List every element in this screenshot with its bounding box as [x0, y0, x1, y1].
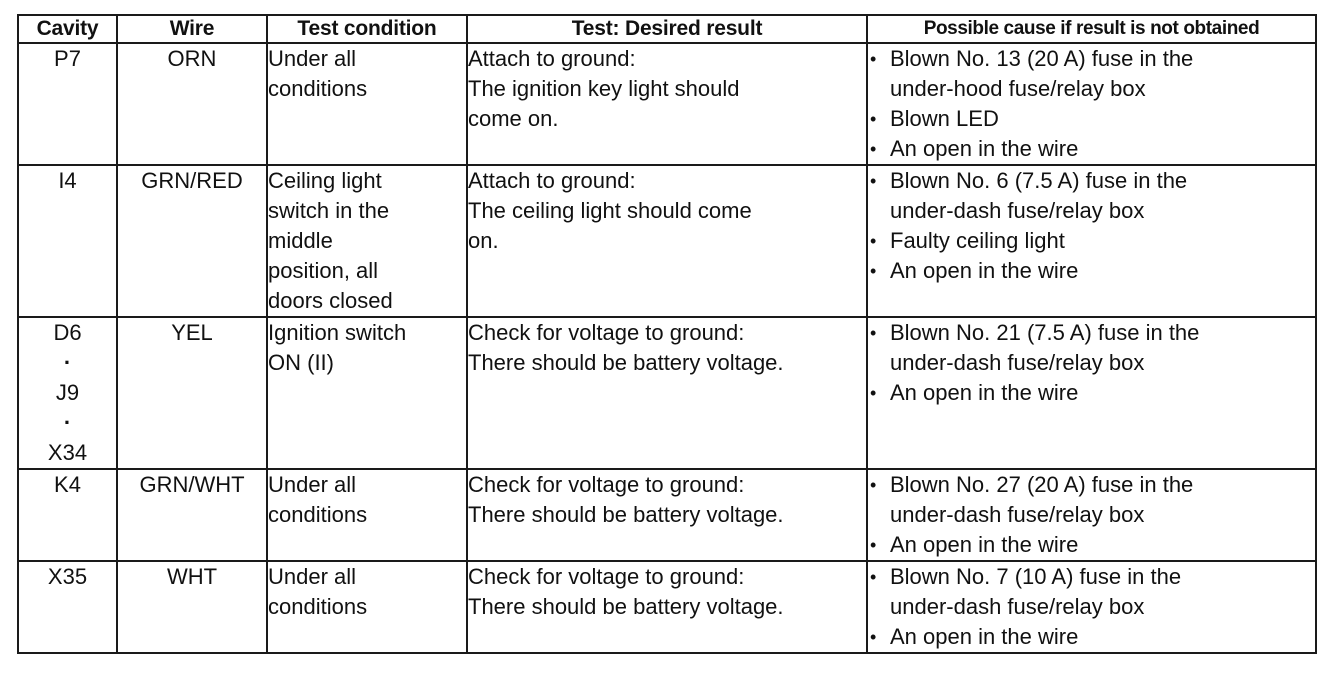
condition-line: Ignition switch [268, 320, 407, 345]
cause-line: • An open in the wire [890, 624, 1079, 649]
condition-line: Under all [268, 472, 357, 497]
cause-cell [867, 317, 1316, 469]
table-row [18, 317, 1316, 469]
wire-cell [117, 165, 267, 317]
condition-line: conditions [268, 76, 368, 101]
cavity-label: I4 [58, 168, 77, 193]
result-line: on. [468, 228, 499, 253]
cause-list [868, 562, 1315, 652]
cause-list [868, 470, 1315, 560]
cause-line: under-dash fuse/relay box [890, 198, 1145, 223]
result-line: Check for voltage to ground: [468, 320, 745, 345]
cause-item [868, 226, 1315, 256]
header-result: Test: Desired result [467, 15, 867, 43]
result-line: There should be battery voltage. [468, 594, 784, 619]
cavity-separator: · [63, 350, 72, 375]
table-body [18, 43, 1316, 653]
result-line: The ceiling light should come [468, 198, 752, 223]
wire-cell [117, 43, 267, 165]
cause-item [868, 166, 1315, 226]
table-row [18, 165, 1316, 317]
result-line: The ignition key light should [468, 76, 740, 101]
cause-item [868, 622, 1315, 652]
cause-item [868, 562, 1315, 622]
cause-line: under-dash fuse/relay box [890, 350, 1145, 375]
wire-cell [117, 469, 267, 561]
result-line: There should be battery voltage. [468, 502, 784, 527]
cause-line: • Blown No. 13 (20 A) fuse in the [890, 46, 1194, 71]
condition-cell [267, 43, 467, 165]
result-cell [467, 165, 867, 317]
wire-color: GRN/RED [141, 168, 243, 193]
cause-item [868, 530, 1315, 560]
cause-line: under-dash fuse/relay box [890, 594, 1145, 619]
cause-item [868, 104, 1315, 134]
wire-cell [117, 317, 267, 469]
cause-item [868, 318, 1315, 378]
condition-cell [267, 165, 467, 317]
cavity-cell [18, 317, 117, 469]
result-line: Check for voltage to ground: [468, 472, 745, 497]
cause-item [868, 256, 1315, 286]
cause-list [868, 44, 1315, 164]
cause-line: under-dash fuse/relay box [890, 502, 1145, 527]
cause-list [868, 166, 1315, 286]
wire-color: YEL [171, 320, 213, 345]
wire-color: WHT [166, 564, 218, 589]
cause-cell [867, 469, 1316, 561]
cause-item [868, 44, 1315, 104]
condition-line: Ceiling light [268, 168, 382, 193]
result-line: Attach to ground: [468, 46, 636, 71]
wire-cell [117, 561, 267, 653]
wire-color: GRN/WHT [139, 472, 245, 497]
cause-item [868, 470, 1315, 530]
result-cell [467, 561, 867, 653]
cause-item [868, 378, 1315, 408]
condition-line: position, all [268, 258, 379, 283]
cause-line: • Blown No. 7 (10 A) fuse in the [890, 564, 1182, 589]
cavity-cell [18, 561, 117, 653]
cause-cell [867, 43, 1316, 165]
cavity-separator: · [63, 410, 72, 435]
condition-line: doors closed [268, 288, 393, 313]
cause-line: • Blown No. 27 (20 A) fuse in the [890, 472, 1194, 497]
header-wire: Wire [117, 15, 267, 43]
wire-color: ORN [167, 46, 217, 71]
condition-line: middle [268, 228, 333, 253]
cause-line: • An open in the wire [890, 380, 1079, 405]
header-condition: Test condition [267, 15, 467, 43]
diagnostic-table [17, 14, 1317, 654]
cavity-cell [18, 43, 117, 165]
header-cavity: Cavity [18, 15, 117, 43]
cause-line: • Blown No. 6 (7.5 A) fuse in the [890, 168, 1188, 193]
result-line: Check for voltage to ground: [468, 564, 745, 589]
condition-line: ON (II) [268, 350, 334, 375]
condition-cell [267, 561, 467, 653]
header-cause: Possible cause if result is not obtained [867, 15, 1316, 43]
cause-line: • An open in the wire [890, 532, 1079, 557]
condition-line: Under all [268, 46, 357, 71]
result-cell [467, 317, 867, 469]
cause-line: • Blown LED [890, 106, 999, 131]
cause-item [868, 134, 1315, 164]
condition-cell [267, 469, 467, 561]
cavity-label: P7 [54, 46, 81, 71]
header-row [18, 15, 1316, 43]
result-cell [467, 43, 867, 165]
condition-line: conditions [268, 594, 368, 619]
cause-cell [867, 165, 1316, 317]
cavity-label: K4 [54, 472, 81, 497]
cavity-label: D6 [53, 320, 82, 345]
condition-line: conditions [268, 502, 368, 527]
table-row [18, 43, 1316, 165]
cause-line: • Faulty ceiling light [890, 228, 1065, 253]
condition-cell [267, 317, 467, 469]
table-row [18, 469, 1316, 561]
cause-list [868, 318, 1315, 408]
cause-line: • An open in the wire [890, 258, 1079, 283]
cavity-label: X34 [47, 440, 88, 465]
cause-cell [867, 561, 1316, 653]
cause-line: • Blown No. 21 (7.5 A) fuse in the [890, 320, 1200, 345]
table-row [18, 561, 1316, 653]
result-line: come on. [468, 106, 559, 131]
cause-line: • An open in the wire [890, 136, 1079, 161]
cavity-label: X35 [47, 564, 88, 589]
cavity-cell [18, 469, 117, 561]
condition-line: switch in the [268, 198, 390, 223]
cause-line: under-hood fuse/relay box [890, 76, 1146, 101]
cavity-cell [18, 165, 117, 317]
result-line: There should be battery voltage. [468, 350, 784, 375]
result-cell [467, 469, 867, 561]
result-line: Attach to ground: [468, 168, 636, 193]
cavity-label: J9 [55, 380, 80, 405]
condition-line: Under all [268, 564, 357, 589]
